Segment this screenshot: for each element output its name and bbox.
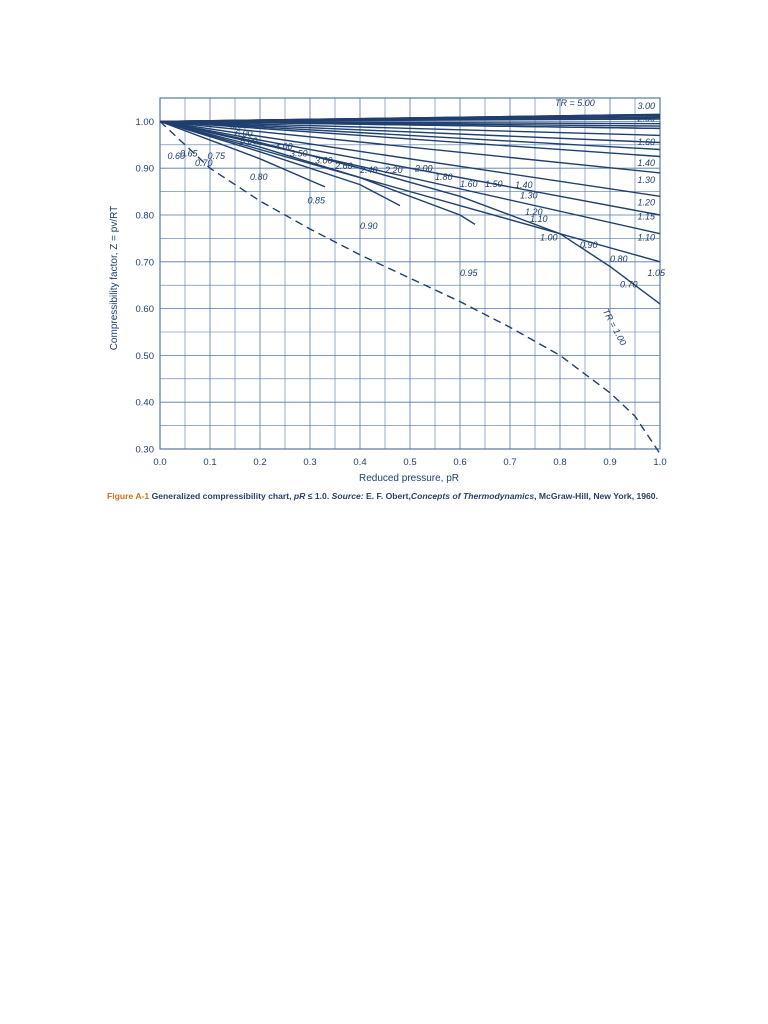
isotherm-label: 0.85: [307, 195, 326, 206]
x-tick-label: 1.0: [653, 457, 667, 468]
isotherm-label: 0.80: [250, 171, 268, 182]
isotherm-label: 1.60: [637, 136, 656, 147]
isotherm-label: 3.50: [290, 148, 308, 159]
isotherm-label: 0.90: [360, 221, 378, 232]
isotherm-label: 2.60: [335, 161, 353, 172]
x-tick-label: 0.8: [553, 457, 567, 468]
caption-pr: pR: [293, 491, 306, 501]
x-tick-label: 0.1: [203, 457, 217, 468]
caption-author: E. F. Obert,: [366, 491, 411, 501]
isotherm-label: 1.15: [637, 211, 656, 222]
isotherm-label: 0.70: [620, 279, 638, 290]
x-axis-label: Reduced pressure, pR: [358, 473, 460, 484]
caption-book: Concepts of Thermodynamics: [410, 491, 535, 501]
isotherm-label: 0.95: [460, 267, 478, 278]
y-tick-label: 0.50: [135, 350, 154, 362]
isotherm-label: 1.40: [515, 179, 533, 190]
isotherm-label: 1.00: [540, 232, 558, 243]
isotherm-label: 5.00: [240, 135, 258, 146]
x-tick-label: 0.0: [153, 457, 167, 468]
isotherm-label: 1.20: [525, 207, 543, 217]
isotherm-label: 2.20: [385, 164, 403, 175]
isotherm-label: 6.00: [235, 128, 253, 139]
isotherm-label: 0.70: [195, 157, 213, 168]
isotherm-label: 1.30: [637, 175, 656, 186]
caption-source-word: Source:: [331, 491, 364, 501]
isotherm-label: 1.50: [485, 178, 503, 189]
isotherm-label: 2.00: [415, 163, 433, 174]
isotherm-label: 2.40: [360, 164, 378, 175]
chart-labels: [136, 98, 667, 468]
caption-publisher: , McGraw-Hill, New York, 1960.: [534, 491, 658, 501]
isotherm-label: 1.05: [647, 267, 666, 278]
caption-cond: ≤ 1.0.: [307, 491, 330, 501]
y-tick-label: 0.70: [135, 257, 154, 269]
isotherm-label: 1.30: [520, 190, 538, 201]
y-tick-label: 0.90: [135, 163, 154, 175]
x-tick-label: 0.9: [603, 457, 617, 468]
isotherm-label: 1.60: [460, 178, 478, 189]
x-tick-label: 0.6: [453, 457, 467, 468]
y-tick-label: 0.80: [135, 210, 154, 222]
isotherm-label: 0.90: [580, 239, 598, 250]
isotherm-label: 1.20: [637, 197, 656, 208]
isotherm-label: 1.40: [637, 157, 656, 168]
isotherm-label: TR = 5.00: [555, 97, 595, 108]
x-tick-label: 0.7: [503, 457, 517, 468]
isotherm-label: 4.00: [275, 141, 293, 152]
isotherm-label: 1.80: [435, 171, 453, 182]
isotherm-label: 0.60: [167, 150, 186, 161]
figure-label: Figure A-1: [107, 491, 150, 501]
x-tick-label: 0.2: [253, 457, 267, 468]
isotherm-label: 3.00: [315, 155, 333, 166]
figure-caption: [107, 489, 667, 503]
isotherm-label: 0.80: [610, 253, 628, 264]
caption-lead: Generalized compressibility chart,: [151, 491, 292, 501]
isotherm-label: 0.75: [207, 150, 226, 161]
isotherm-label: 3.00: [637, 100, 656, 111]
y-tick-label: 0.30: [135, 444, 154, 456]
y-tick-label: 0.40: [135, 397, 154, 409]
y-axis-label: Compressibility factor, Z = pv/RT: [109, 205, 120, 351]
x-tick-label: 0.4: [353, 457, 367, 468]
y-tick-label: 0.60: [135, 304, 154, 316]
isotherm-label-rotated: TR = 1.00: [600, 307, 629, 347]
x-tick-label: 0.5: [403, 457, 417, 468]
isotherm-label: 2.00: [637, 113, 656, 124]
isotherm-label: 1.10: [530, 214, 548, 225]
y-tick-label: 1.00: [135, 116, 154, 128]
isotherm-label: 0.65: [180, 148, 198, 159]
isotherm-label: 8.00: [230, 120, 248, 131]
isotherm-label: 1.10: [637, 232, 656, 243]
x-tick-label: 0.3: [303, 457, 317, 468]
